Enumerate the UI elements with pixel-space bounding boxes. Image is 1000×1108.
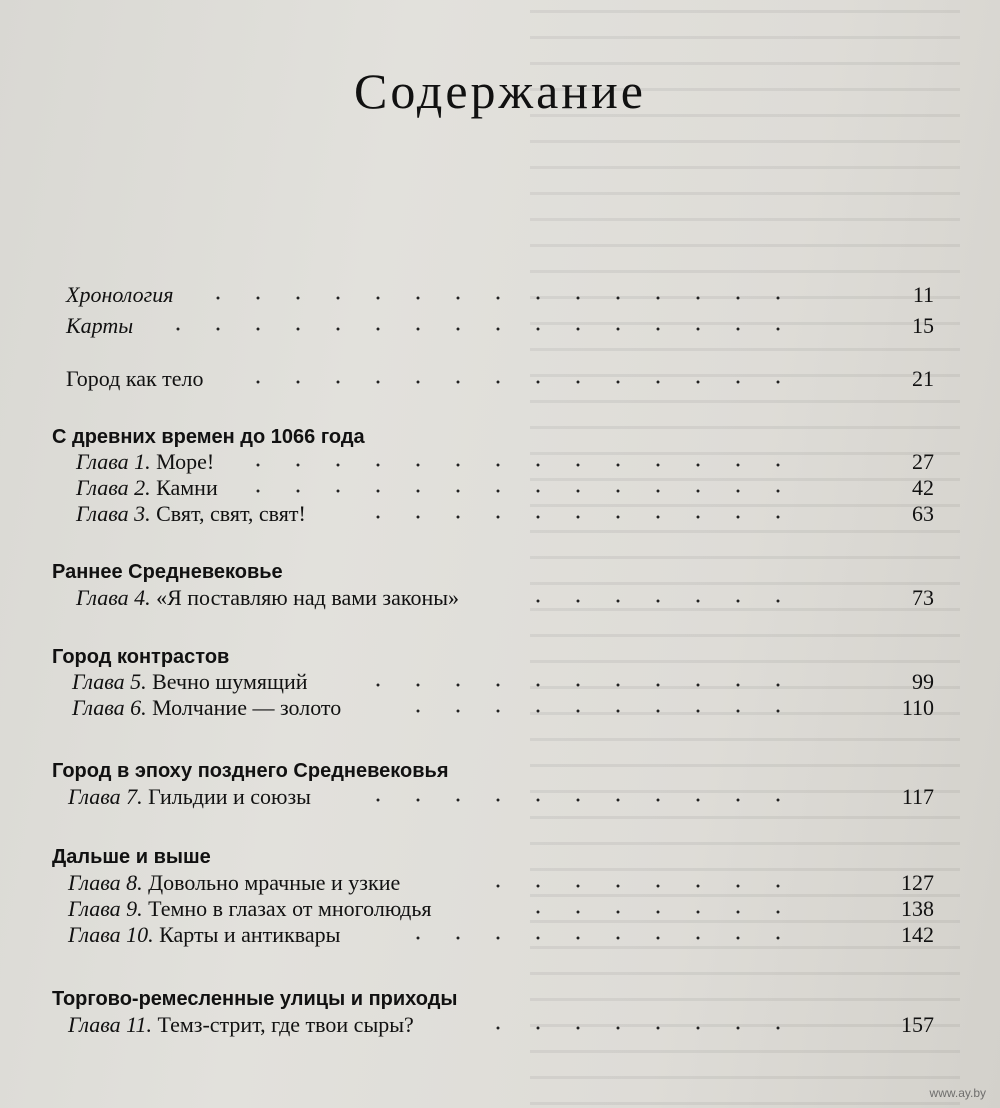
chapter-prefix: Глава 9. (68, 896, 143, 921)
toc-entry-page: 157 (901, 1012, 934, 1037)
chapter-title: Темз-стрит, где твои сыры? (157, 1012, 414, 1037)
chapter-label (68, 1010, 414, 1040)
chapter-label (76, 583, 459, 613)
leader-dots (238, 463, 798, 467)
toc-entry-page: 21 (912, 366, 934, 391)
leader-dots (398, 709, 798, 713)
toc-entry-page: 15 (912, 313, 934, 338)
chapter-title: Темно в глазах от многолюдья (148, 896, 432, 921)
page-title: Содержание (354, 63, 646, 119)
toc-entry-label: Хронология (66, 282, 174, 307)
section-heading: Раннее Средневековье (52, 561, 283, 583)
chapter-label (72, 693, 341, 723)
chapter-prefix: Глава 8. (68, 870, 143, 895)
chapter-title: Карты и антиквары (159, 922, 341, 947)
section-heading: Город контрастов (52, 646, 230, 668)
chapter-title: Море! (156, 449, 215, 474)
toc-entry-page: 110 (901, 695, 934, 720)
leader-dots (358, 798, 798, 802)
toc-chapter-3[interactable] (0, 499, 1000, 529)
leader-dots (478, 1026, 798, 1030)
chapter-title: Довольно мрачные и узкие (148, 870, 401, 895)
chapter-title: Свят, свят, свят! (156, 501, 306, 526)
leader-dots (238, 489, 798, 493)
toc-entry-page: 11 (912, 282, 934, 307)
toc-entry-page: 27 (912, 449, 934, 474)
toc-chapter-10[interactable] (0, 920, 1000, 950)
chapter-prefix: Глава 5. (72, 669, 147, 694)
chapter-prefix: Глава 2. (76, 475, 151, 500)
site-watermark: www.ay.by (929, 1086, 986, 1100)
leader-dots (518, 599, 798, 603)
toc-entry-city-as-body[interactable] (0, 364, 1000, 394)
chapter-title: Молчание — золото (152, 695, 342, 720)
leader-dots (398, 936, 798, 940)
chapter-prefix: Глава 1. (76, 449, 151, 474)
leader-dots (358, 515, 798, 519)
leader-dots (158, 327, 798, 331)
chapter-title: «Я поставляю над вами законы» (156, 585, 460, 610)
toc-chapter-4[interactable] (0, 583, 1000, 613)
chapter-label (68, 782, 311, 812)
section-heading: С древних времен до 1066 года (52, 426, 365, 448)
toc-entry-chronology[interactable] (0, 280, 1000, 310)
toc-chapter-6[interactable] (0, 693, 1000, 723)
chapter-label (76, 499, 306, 529)
chapter-prefix: Глава 7. (68, 784, 143, 809)
chapter-prefix: Глава 11. (68, 1012, 152, 1037)
toc-entry-label: Карты (66, 313, 134, 338)
leader-dots (478, 884, 798, 888)
leader-dots (358, 683, 798, 687)
toc-entry-page: 99 (912, 669, 934, 694)
toc-entry-label: Город как тело (66, 366, 204, 391)
toc-entry-page: 138 (901, 896, 934, 921)
chapter-label (68, 920, 340, 950)
chapter-prefix: Глава 10. (68, 922, 154, 947)
chapter-prefix: Глава 6. (72, 695, 147, 720)
toc-chapter-7[interactable] (0, 782, 1000, 812)
leader-dots (238, 380, 798, 384)
leader-dots (198, 296, 798, 300)
toc-entry-page: 42 (912, 475, 934, 500)
toc-entry-page: 142 (901, 922, 934, 947)
toc-entry-page: 63 (912, 501, 934, 526)
section-heading: Торгово-ремесленные улицы и приходы (52, 988, 458, 1010)
toc-chapter-11[interactable] (0, 1010, 1000, 1040)
chapter-prefix: Глава 4. (76, 585, 151, 610)
toc-entry-maps[interactable] (0, 311, 1000, 341)
chapter-title: Гильдии и союзы (148, 784, 311, 809)
chapter-title: Вечно шумящий (152, 669, 308, 694)
toc-entry-page: 117 (901, 784, 934, 809)
leader-dots (518, 910, 798, 914)
toc-entry-page: 73 (912, 585, 934, 610)
toc-entry-page: 127 (901, 870, 934, 895)
section-heading: Город в эпоху позднего Средневековья (52, 760, 449, 782)
chapter-prefix: Глава 3. (76, 501, 151, 526)
chapter-title: Камни (156, 475, 218, 500)
section-heading: Дальше и выше (52, 846, 211, 868)
